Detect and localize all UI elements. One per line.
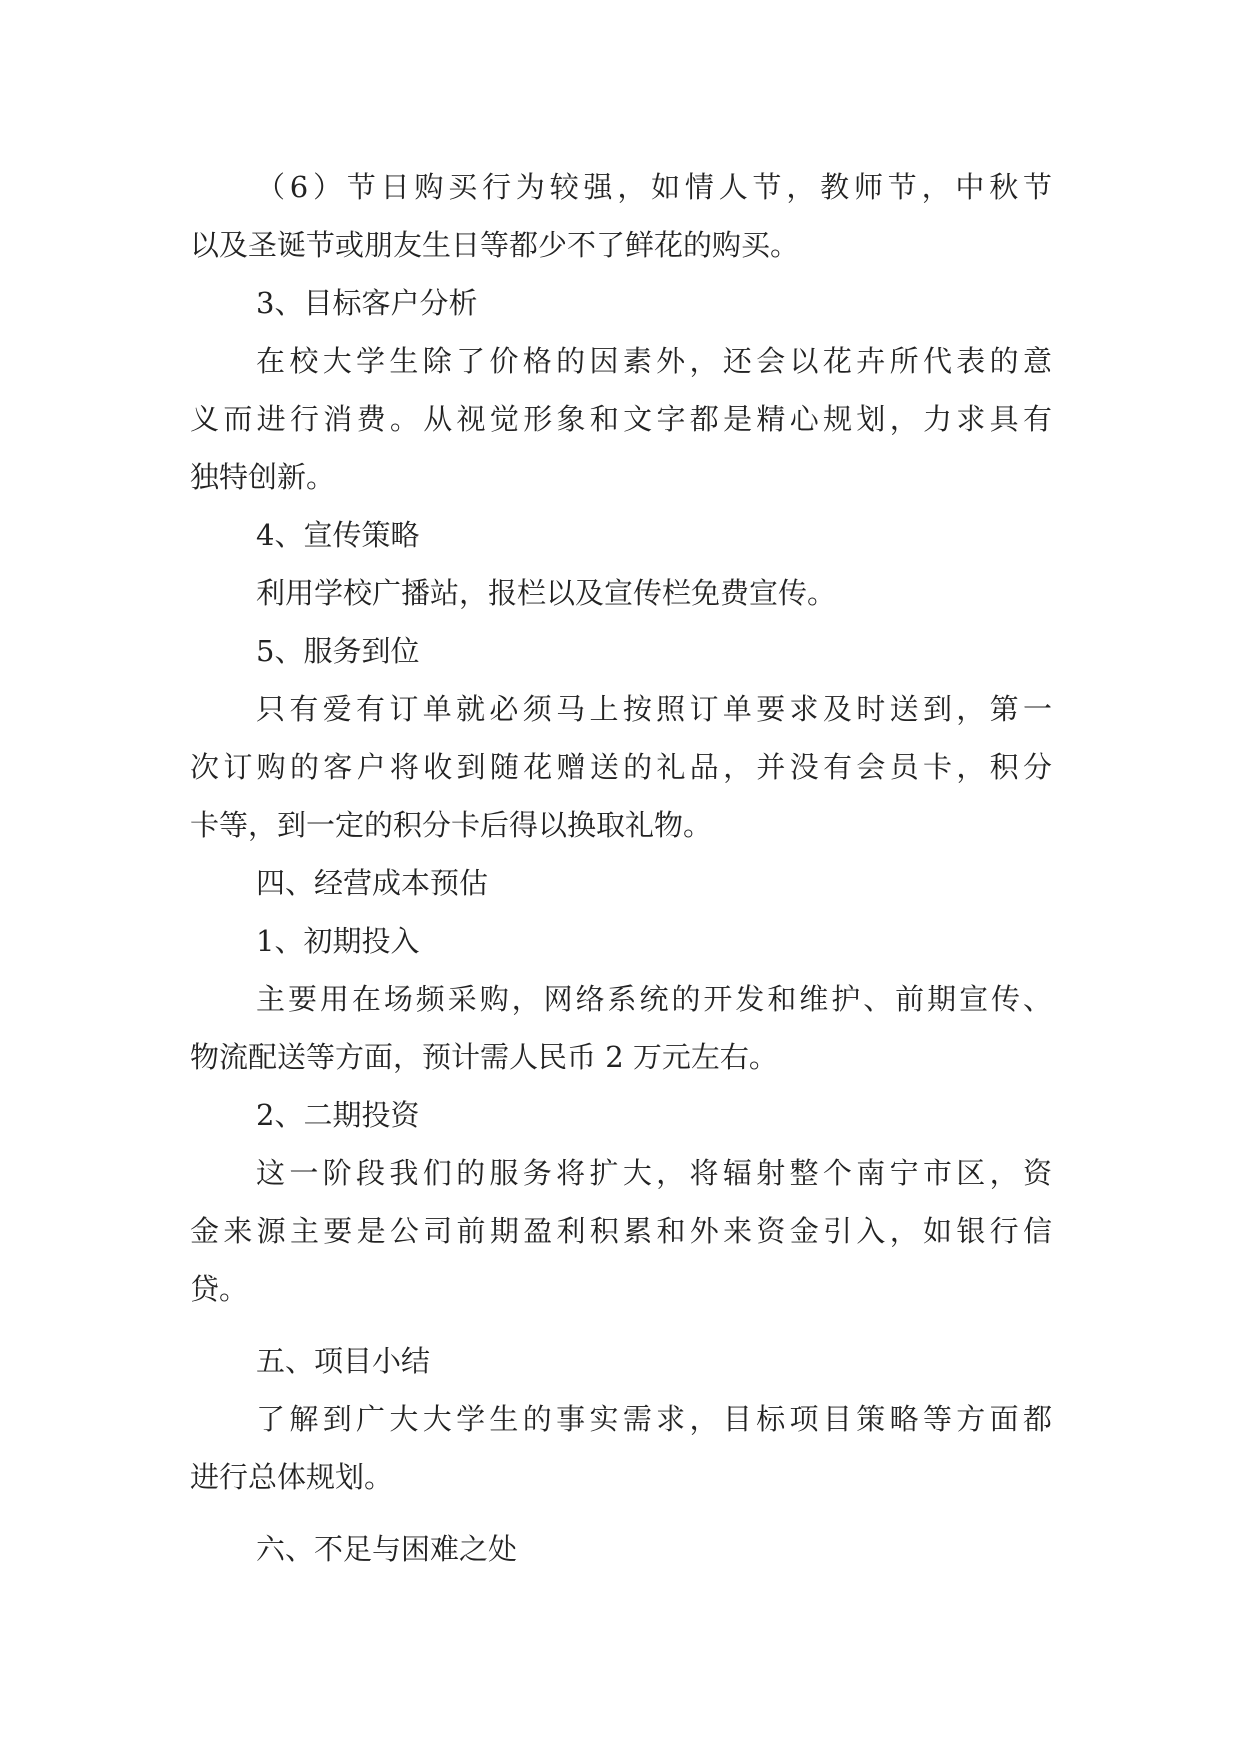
section-heading: 5、服务到位 — [256, 634, 420, 668]
paragraph-line: 进行总体规划。 — [190, 1460, 394, 1494]
paragraph-line: 义而进行消费。从视觉形象和文字都是精心规划，力求具有 — [190, 402, 1052, 436]
section-heading: 2、二期投资 — [256, 1098, 420, 1132]
paragraph-line: 只有爱有订单就必须马上按照订单要求及时送到，第一 — [256, 692, 1052, 726]
paragraph-line: 在校大学生除了价格的因素外，还会以花卉所代表的意 — [256, 344, 1052, 378]
paragraph-line: 以及圣诞节或朋友生日等都少不了鲜花的购买。 — [190, 228, 800, 262]
paragraph-line: （6）节日购买行为较强，如情人节，教师节，中秋节 — [256, 170, 1052, 204]
paragraph-line: 独特创新。 — [190, 460, 336, 494]
paragraph-line: 利用学校广播站，报栏以及宣传栏免费宣传。 — [256, 576, 837, 610]
chapter-heading: 六、不足与困难之处 — [256, 1532, 518, 1566]
chapter-heading: 五、项目小结 — [256, 1344, 431, 1378]
section-heading: 1、初期投入 — [256, 924, 420, 958]
section-heading: 3、目标客户分析 — [256, 286, 478, 320]
paragraph-line: 金来源主要是公司前期盈利积累和外来资金引入，如银行信 — [190, 1214, 1052, 1248]
document-body — [190, 158, 1052, 1578]
paragraph-line: 贷。 — [190, 1272, 249, 1306]
paragraph-line: 了解到广大大学生的事实需求，目标项目策略等方面都 — [256, 1402, 1052, 1436]
paragraph-line: 卡等，到一定的积分卡后得以换取礼物。 — [190, 808, 713, 842]
paragraph-line: 主要用在场频采购，网络系统的开发和维护、前期宣传、 — [256, 982, 1052, 1016]
chapter-heading: 四、经营成本预估 — [256, 866, 489, 900]
paragraph-line: 次订购的客户将收到随花赠送的礼品，并没有会员卡，积分 — [190, 750, 1052, 784]
section-heading: 4、宣传策略 — [256, 518, 420, 552]
paragraph-line: 物流配送等方面，预计需人民币 2 万元左右。 — [190, 1040, 778, 1074]
paragraph-line: 这一阶段我们的服务将扩大，将辐射整个南宁市区，资 — [256, 1156, 1052, 1190]
